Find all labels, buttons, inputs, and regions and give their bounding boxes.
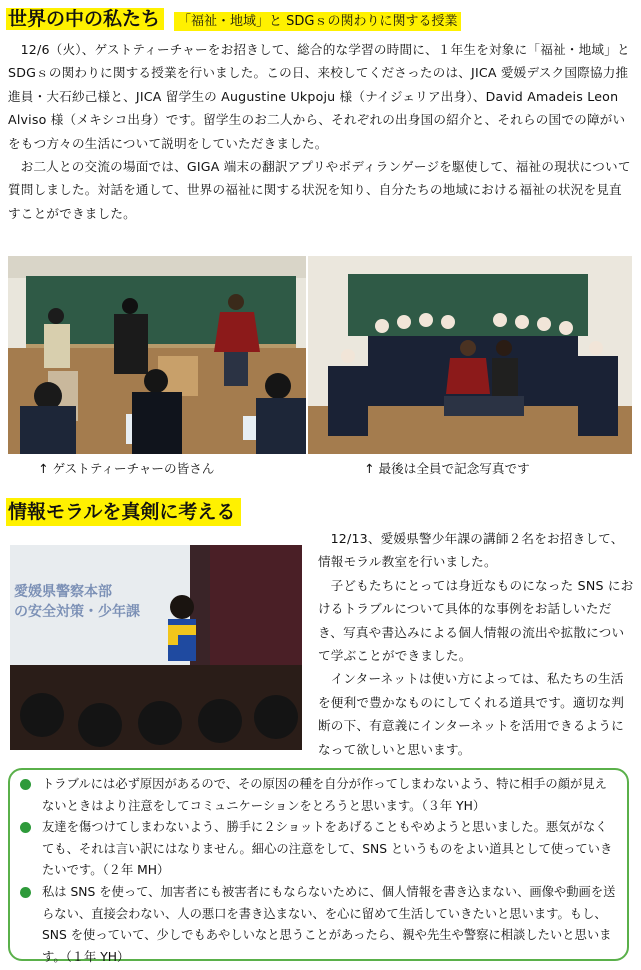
section2-title: 情報モラルを真剣に考える [6,498,241,526]
section1-body [8,38,634,225]
comment-text: 私は SNS を使って、加害者にも被害者にもならないために、個人情報を書き込まない、画像や動画を送らない、直接会わない、人の悪口を書き込まない、を心に留めて生活していきたいと思います。もし、SNS を使っていて、少しでもあやしいなと思うことがあったら、親や先生や警察に相談したいと思います。（１年 YH） [42,884,616,964]
comment-text: 友達を傷つけてしまわないよう、勝手に２ショットをあげることもやめようと思いました。悪気がなくても、それは言い訳にはなりません。細心の注意をして、SNS というものをよい道具として使っていきたいです。（２年 MH） [42,820,613,878]
section1-paragraph-1: 12/6（火）、ゲストティーチャーをお招きして、総合的な学習の時間に、１年生を対象に「福祉・地域」と SDGｓの関わりに関する授業を行いました。この日、来校してくださったのは、JICA 愛媛デスク国際協力推進員・大石紗己様と、JICA 留学生の Augustine Ukpoju 様（ナイジェリア出身）、David Amadeis Leon Alviso 様（メキシコ出身）です。留学生のお二人から、それぞれの出身国の紹介と、それらの国での障がいをもつ方々の生活について説明をしていただきました。 [8,42,630,151]
caption-guest-teachers: ↑ ゲストティーチャーの皆さん [38,461,215,476]
screen-text-1: 愛媛県警察本部 [14,584,112,600]
photo-police-lecture [10,545,302,750]
bullet-icon [20,822,31,833]
section1-paragraph-2: お二人との交流の場面では、GIGA 端末の翻訳アプリやボディランゲージを駆使して、福祉の現状について質問しました。対話を通して、世界の福祉に関する状況を知り、自分たちの地域における福祉の状況を見直すことができました。 [8,159,631,221]
bullet-icon [20,887,31,898]
student-comments-box [8,768,629,964]
section1-heading [6,6,461,32]
photo-guest-teachers [8,256,306,454]
caption-group-photo: ↑ 最後は全員で記念写真です [364,461,530,476]
comment-item [18,882,617,968]
comment-item [18,774,617,817]
photo-group [308,256,632,454]
section1-title: 世界の中の私たち [6,8,164,30]
bullet-icon [20,779,31,790]
section2-paragraph-3: インターネットは使い方によっては、私たちの生活を便利で豊かなものにしてくれる道具です。適切な判断の下、有意義にインターネットを活用できるようになって欲しいと思います。 [318,671,625,757]
section2-paragraph-1: 12/13、愛媛県警少年課の講師２名をお招きして、情報モラル教室を行いました。 [318,531,624,570]
section1-subtitle: 「福祉・地域」と SDGｓの関わりに関する授業 [174,12,461,31]
comment-text: トラブルには必ず原因があるので、その原因の種を自分が作ってしまわないよう、特に相手の顔が見えないときはより注意をしてコミュニケーションをとろうと思います。（３年 YH） [42,777,607,813]
section2-paragraph-2: 子どもたちにとっては身近なものになった SNS におけるトラブルについて具体的な事例をお話しいただき、写真や書込みによる個人情報の流出や拡散について学ぶことができました。 [318,577,634,664]
comment-item [18,817,617,882]
screen-text-2: の安全対策・少年課 [14,604,140,620]
section2-body [318,527,636,761]
